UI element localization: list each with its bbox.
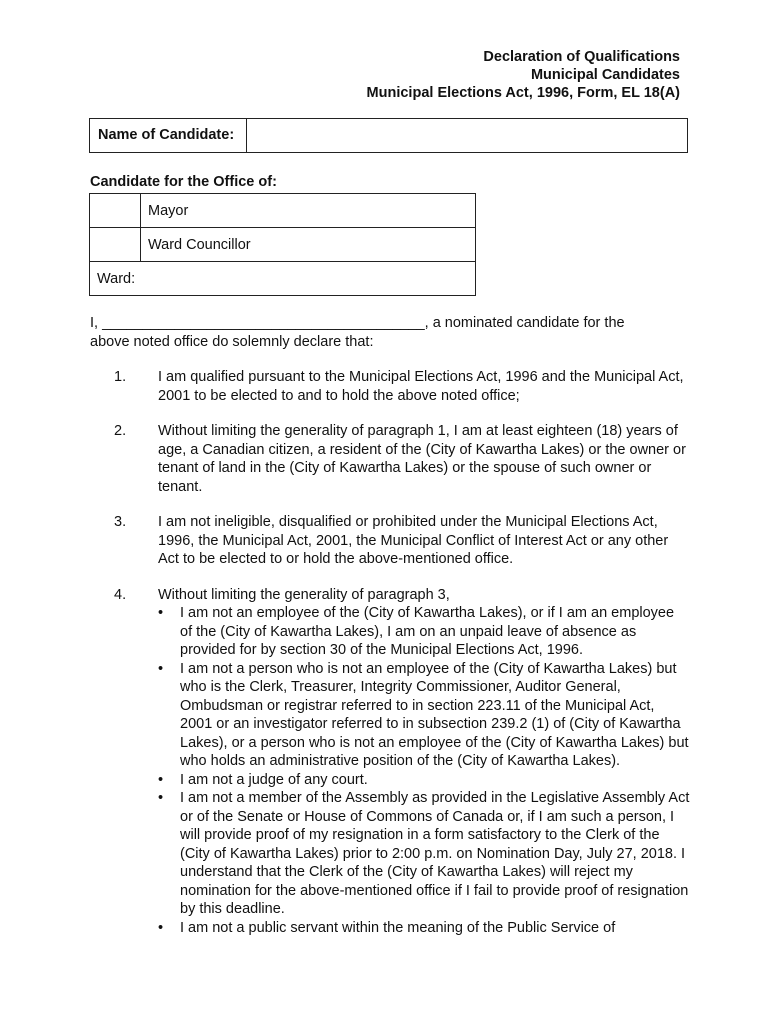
bullet-text: I am not a judge of any court. xyxy=(180,771,368,788)
header-subtitle: Municipal Candidates xyxy=(530,67,680,83)
ward-councillor-label: Ward Councillor xyxy=(141,228,476,262)
bullet-item xyxy=(158,660,690,771)
declaration-statement xyxy=(90,314,690,352)
item-text: Without limiting the generality of paragraph 3, xyxy=(158,586,450,603)
office-row-ward-councillor xyxy=(90,228,476,262)
office-section-title: Candidate for the Office of: xyxy=(90,174,277,190)
item-number: 3. xyxy=(114,514,127,530)
item-number: 1. xyxy=(114,369,127,385)
item-number: 2. xyxy=(114,423,127,439)
declaration-item xyxy=(90,368,690,405)
bullet-icon: • xyxy=(158,605,164,621)
office-row-ward xyxy=(90,262,476,296)
bullet-text: I am not a person who is not an employee of the (City of Kawartha Lakes) but who is the Clerk, Treasurer, Integrity Commissioner, Auditor General, Ombudsman or registrar referred to in section 223.11 of the Municipal Act, 2001 or an investigator referred to in subsection 239.2 (1) of (City of Kawartha Lakes), or a person who is not an employee of the (City of Kawartha Lakes) but who holds an administrative position of the (City of Kawartha Lakes). xyxy=(180,660,689,769)
form-header xyxy=(367,48,680,102)
candidate-name-field[interactable] xyxy=(247,119,687,152)
declaration-item xyxy=(90,513,690,569)
item-text: I am not ineligible, disqualified or prohibited under the Municipal Elections Act, 1996, the Municipal Act, 2001, the Municipal Conflict of Interest Act or any other Act to be elected to or hold the above-mentioned office. xyxy=(158,514,669,567)
item-text: I am qualified pursuant to the Municipal Elections Act, 1996 and the Municipal Act, 2001 to be elected to and to hold the above noted office; xyxy=(158,369,684,404)
office-table xyxy=(89,193,476,296)
candidate-name-label: Name of Candidate: xyxy=(90,119,247,152)
ward-councillor-checkbox[interactable] xyxy=(90,228,141,262)
header-title: Declaration of Qualifications xyxy=(483,49,680,65)
bullet-item xyxy=(158,789,690,919)
bullet-item xyxy=(158,919,690,938)
mayor-checkbox[interactable] xyxy=(90,194,141,228)
bullet-text: I am not an employee of the (City of Kawartha Lakes), or if I am an employee of the (City of Kawartha Lakes), I am on an unpaid leave of absence as provided for by section 30 of the Municipal Elections Act, 1996. xyxy=(180,605,675,658)
ward-label: Ward: xyxy=(97,270,136,287)
bullet-icon: • xyxy=(158,919,164,936)
mayor-label: Mayor xyxy=(141,194,476,228)
item-text: Without limiting the generality of paragraph 1, I am at least eighteen (18) years of age, a Canadian citizen, a resident of the (City of Kawartha Lakes) or the owner or tenant of land in the (City of Kawartha Lakes) or the spouse of such owner or tenant. xyxy=(158,423,686,495)
declaration-item xyxy=(90,422,690,496)
candidate-name-box xyxy=(89,118,688,153)
header-form-number: Municipal Elections Act, 1996, Form, EL 18(A) xyxy=(366,85,680,101)
declaration-line-1: I, ________________________________________, a nominated candidate for the xyxy=(90,315,625,331)
bullet-text: I am not a member of the Assembly as provided in the Legislative Assembly Act or of the Senate or House of Commons of Canada or, if I am such a person, I will provide proof of my resignation in a form satisfactory to the Clerk of the (City of Kawartha Lakes) prior to 2:00 p.m. on Nomination Day, July 27, 2018. I understand that the Clerk of the (City of Kawartha Lakes) will reject my nomination for the above-mentioned office if I fail to provide proof of resignation by this deadline. xyxy=(180,790,690,917)
item-number: 4. xyxy=(114,586,127,603)
item-body xyxy=(158,586,690,938)
bullet-icon: • xyxy=(158,660,164,677)
bullet-item xyxy=(158,604,690,660)
bullet-list xyxy=(158,604,690,937)
declaration-item xyxy=(90,586,690,938)
ward-field[interactable] xyxy=(90,262,476,296)
bullet-icon: • xyxy=(158,790,164,806)
declaration-items xyxy=(90,368,690,954)
bullet-text: I am not a public servant within the meaning of the Public Service of xyxy=(180,919,616,936)
bullet-icon: • xyxy=(158,771,164,788)
office-row-mayor xyxy=(90,194,476,228)
bullet-item xyxy=(158,771,690,790)
declaration-line-2: above noted office do solemnly declare that: xyxy=(90,334,374,350)
